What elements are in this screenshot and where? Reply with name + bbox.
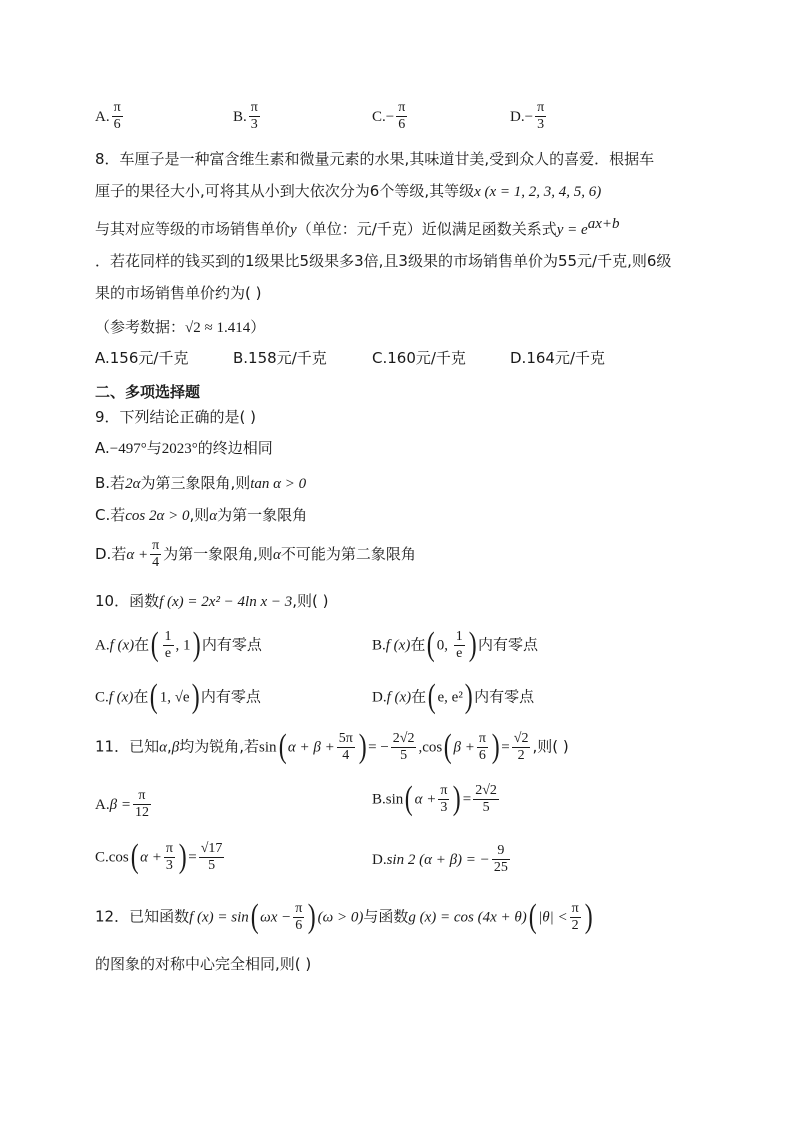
q8-reference: （参考数据：√2 ≈ 1.414） xyxy=(95,318,266,336)
q8-line-1: 8．车厘子是一种富含维生素和微量元素的水果,其味道甘美,受到众人的喜爱．根据车 xyxy=(95,150,655,168)
q11-stem: 11．已知α,β均为锐角,若sin( α + β + $\frac{5\pi}{4}$ ) = − $\frac{2√2}{5}$ ,cos( β + $\frac{\pi}{6}$ ) = $\frac{√2}{2}$ ,则( ) xyxy=(95,728,569,765)
q12-line-2: 的图象的对称中心完全相同,则( ) xyxy=(95,955,312,973)
q7-option-b: B. $\frac{\pi}{3}$ xyxy=(233,100,258,132)
q11-option-b: B.sin( α + $\frac{\pi}{3}$ ) = $\frac{2√2}{5}$ xyxy=(372,780,497,817)
q9-option-d: D.若α + $\frac{\pi}{4}$ 为第一象限角,则α不可能为第二象限角 xyxy=(95,538,416,570)
q7-option-c: C.− $\frac{\pi}{6}$ xyxy=(372,100,406,132)
q9-option-b: B.若2α为第三象限角,则tan α > 0 xyxy=(95,474,307,492)
q8-line-4: ．若花同样的钱买到的1级果比5级果多3倍,且3级果的市场销售单价为55元/千克,则6级 xyxy=(95,252,672,270)
q10-option-b: B.f (x)在( 0, $\frac{1}{e}$ ) 内有零点 xyxy=(372,626,539,663)
q7-option-d: D.− $\frac{\pi}{3}$ xyxy=(510,100,545,132)
q10-stem: 10．函数f (x) = 2x² − 4ln x − 3,则( ) xyxy=(95,592,329,610)
q8-line-2: 厘子的果径大小,可将其从小到大依次分为6个等级,其等级x (x = 1, 2, 3, 4, 5, 6) xyxy=(95,182,602,200)
q8-line-3: 与其对应等级的市场销售单价y（单位：元/千克）近似满足函数关系式$y = e^{ax+b}$ xyxy=(95,216,620,238)
q12-stem: 12．已知函数f (x) = sin( ωx − $\frac{\pi}{6}$ ) (ω > 0)与函数g (x) = cos (4x + θ)( |θ| < $\frac{\pi}{2}$ ) xyxy=(95,898,593,935)
section-title: 二、多项选择题 xyxy=(95,383,201,401)
q9-option-c: C.若cos 2α > 0,则α为第一象限角 xyxy=(95,506,308,524)
q8-line-5: 果的市场销售单价约为( ) xyxy=(95,284,262,302)
q8-option-c: C.160元/千克 xyxy=(372,349,466,367)
q9-option-a: A.−497°与2023°的终边相同 xyxy=(95,439,273,457)
q10-option-c: C.f (x)在( 1, √e) 内有零点 xyxy=(95,678,261,715)
q8-option-d: D.164元/千克 xyxy=(510,349,606,367)
q11-option-a: A.β = $\frac{\pi}{12}$ xyxy=(95,788,149,820)
q7-option-a: A. $\frac{\pi}{6}$ xyxy=(95,100,121,132)
q8-option-b: B.158元/千克 xyxy=(233,349,327,367)
q9-stem: 9．下列结论正确的是( ) xyxy=(95,408,257,426)
q10-option-d: D.f (x)在( e, e²) 内有零点 xyxy=(372,678,535,715)
q10-option-a: A.f (x)在( $\frac{1}{e}$ , 1) 内有零点 xyxy=(95,626,262,663)
q8-option-a: A.156元/千克 xyxy=(95,349,189,367)
q11-option-d: D.sin 2 (α + β) = − $\frac{9}{25}$ xyxy=(372,843,508,875)
q11-option-c: C.cos( α + $\frac{\pi}{3}$ ) = $\frac{√17}{5}$ xyxy=(95,838,223,875)
